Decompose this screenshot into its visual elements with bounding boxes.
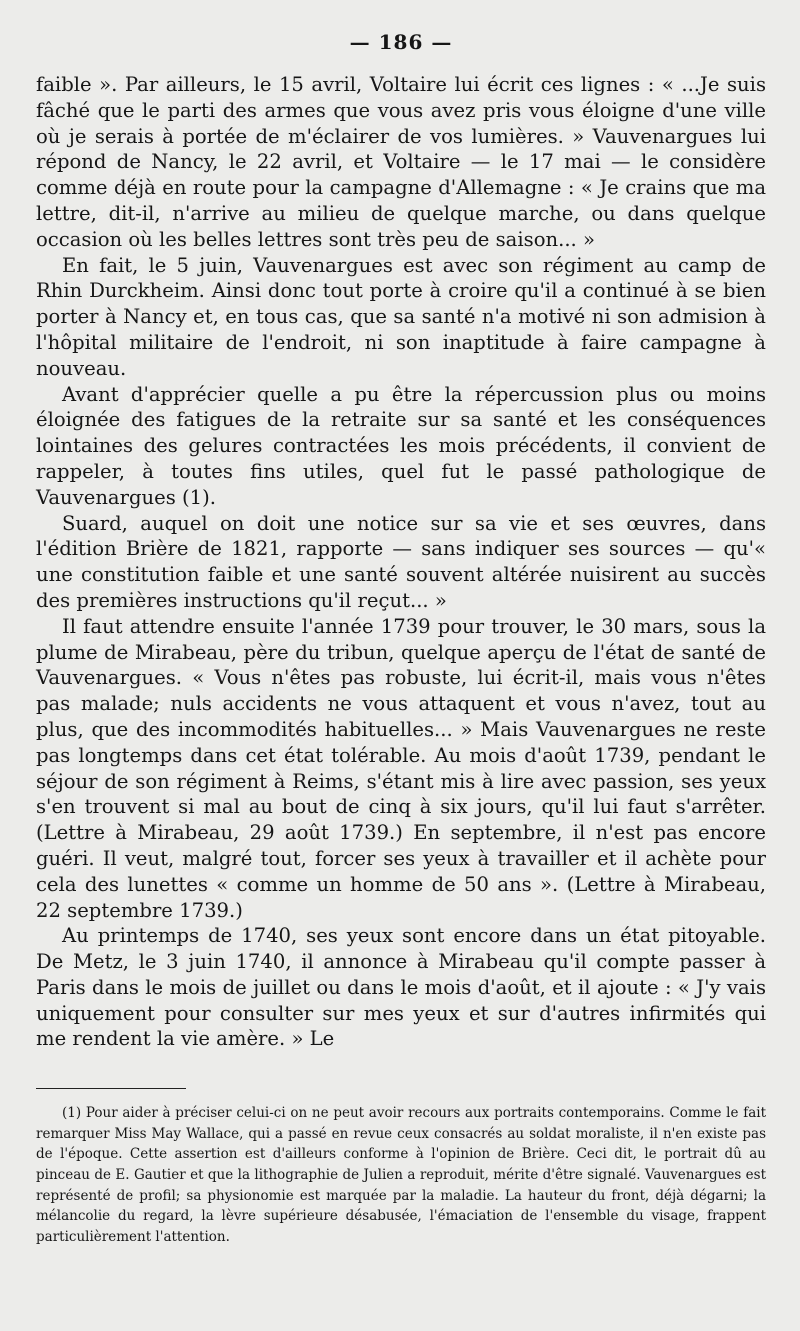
- main-text: [36, 72, 766, 1052]
- paragraph: Au printemps de 1740, ses yeux sont encore dans un état pitoyable. De Metz, le 3 juin 1740, il annonce à Mirabeau qu'il compte passer à Paris dans le mois de juillet ou dans le mois d'août, et il ajoute : « J'y vais uniquement pour consulter sur mes yeux et sur d'autres infirmités qui me rendent la vie amère. » Le: [36, 924, 766, 1051]
- paragraph: Avant d'apprécier quelle a pu être la répercussion plus ou moins éloignée des fatigues de la retraite sur sa santé et les conséquences lointaines des gelures contractées les mois précédents, il convient de rappeler, à toutes fins utiles, quel fut le passé pathologique de Vauvenargues (1).: [36, 382, 766, 509]
- page-number: — 186 —: [349, 30, 453, 54]
- paragraph: En fait, le 5 juin, Vauvenargues est avec son régiment au camp de Rhin Durckheim. Ainsi donc tout porte à croire qu'il a continué à se bien porter à Nancy et, en tous cas, que sa santé n'a motivé ni son admision à l'hôpital militaire de l'endroit, ni son inaptitude à faire campagne à nouveau.: [36, 253, 766, 380]
- paragraph: Suard, auquel on doit une notice sur sa vie et ses œuvres, dans l'édition Brière de 1821, rapporte — sans indiquer ses sources — qu'« une constitution faible et une santé souvent altérée nuisirent au succès des premières instructions qu'il reçut... »: [36, 511, 766, 612]
- footnote: (1) Pour aider à préciser celui-ci on ne peut avoir recours aux portraits contemporains. Comme le fait remarquer Miss May Wallace, qui a passé en revue ceux consacrés au soldat moraliste, il n'en existe pas de l'époque. Cette assertion est d'ailleurs conforme à l'opinion de Brière. Ceci dit, le portrait dû au pinceau de E. Gautier et que la lithographie de Julien a reproduit, mérite d'être signalé. Vauvenargues est représenté de profil; sa physionomie est marquée par la maladie. La hauteur du front, déjà dégarni; la mélancolie du regard, la lèvre supérieure désabusée, l'émaciation de l'ensemble du visage, frappent particulièrement l'attention.: [36, 1105, 766, 1245]
- footnote-divider: [36, 1088, 186, 1089]
- paragraph: Il faut attendre ensuite l'année 1739 pour trouver, le 30 mars, sous la plume de Mirabeau, père du tribun, quelque aperçu de l'état de santé de Vauvenargues. « Vous n'êtes pas robuste, lui écrit-il, mais vous n'êtes pas malade; nuls accidents ne vous attaquent et vous n'avez, tout au plus, que des incommodités habituelles... » Mais Vauvenargues ne reste pas longtemps dans cet état tolérable. Au mois d'août 1739, pendant le séjour de son régiment à Reims, s'étant mis à lire avec passion, ses yeux s'en trouvent si mal au bout de cinq à six jours, qu'il lui faut s'arrêter. (Lettre à Mirabeau, 29 août 1739.) En septembre, il n'est pas encore guéri. Il veut, malgré tout, forcer ses yeux à travailler et il achète pour cela des lunettes « comme un homme de 50 ans ». (Lettre à Mirabeau, 22 septembre 1739.): [36, 614, 766, 922]
- paragraph: faible ». Par ailleurs, le 15 avril, Voltaire lui écrit ces lignes : « ...Je suis fâché que le parti des armes que vous avez pris vous éloigne d'une ville où je serais à portée de m'éclairer de vos lumières. » Vauvenargues lui répond de Nancy, le 22 avril, et Voltaire — le 17 mai — le considère comme déjà en route pour la campagne d'Allemagne : « Je crains que ma lettre, dit-il, n'arrive au milieu de quelque marche, ou dans quelque occasion où les belles lettres sont très peu de saison... »: [36, 73, 766, 251]
